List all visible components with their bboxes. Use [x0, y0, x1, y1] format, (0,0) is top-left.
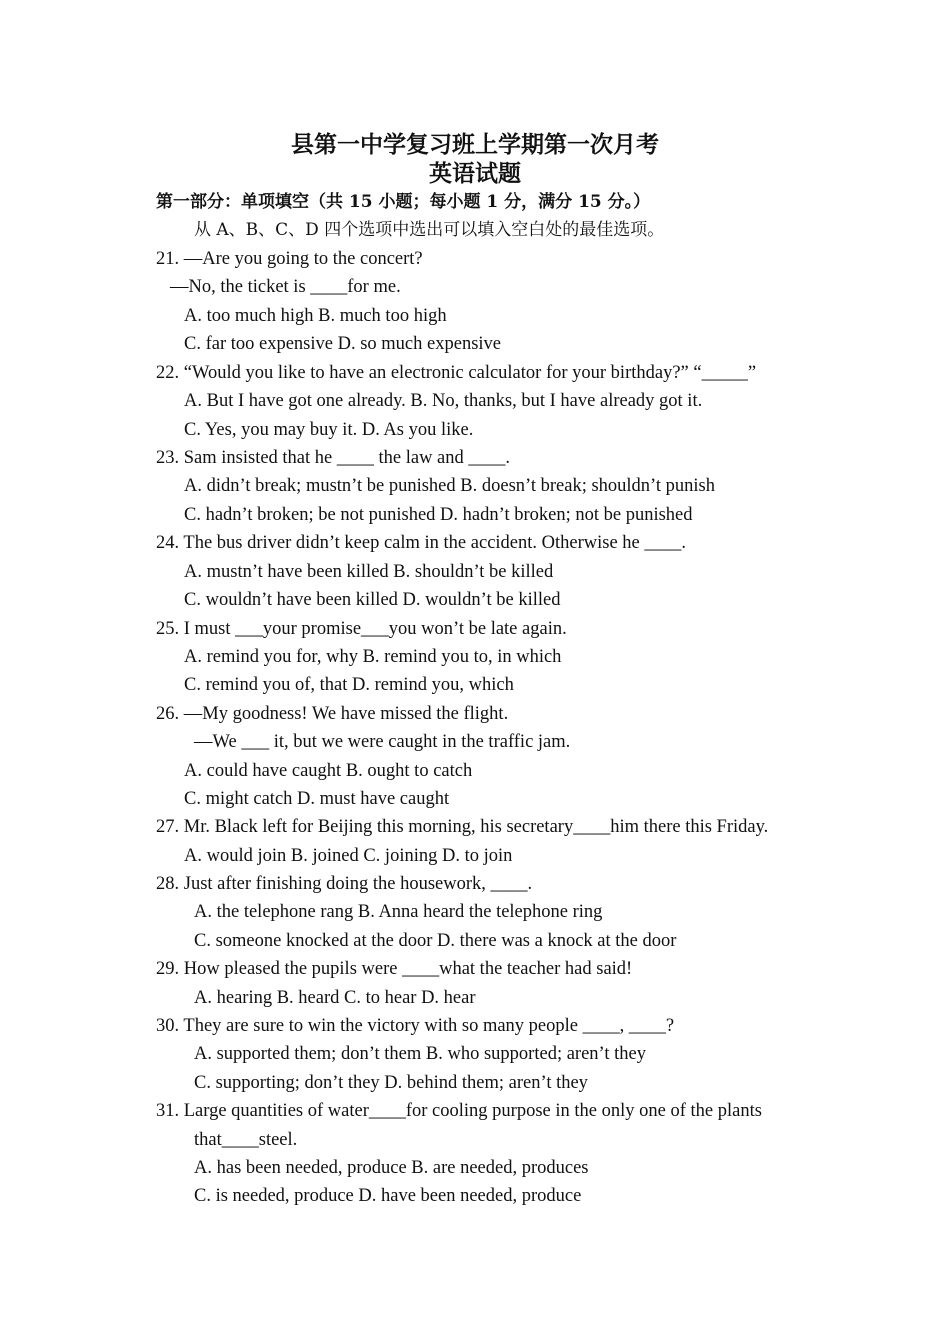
question-27-options: A. would join B. joined C. joining D. to join — [184, 846, 513, 866]
section-instruction: 从 A、B、C、D 四个选项中选出可以填入空白处的最佳选项。 — [194, 220, 665, 240]
question-29: 29. How pleased the pupils were ____what the teacher had said! — [156, 959, 633, 979]
question-21-options-cd: C. far too expensive D. so much expensive — [184, 334, 501, 354]
question-30-options-ab: A. supported them; don’t them B. who supported; aren’t they — [194, 1044, 646, 1064]
section-heading: 第一部分：单项填空（共 15 小题；每小题 1 分，满分 15 分。） — [156, 192, 651, 212]
question-28: 28. Just after finishing doing the housework, ____. — [156, 874, 533, 894]
question-22-options-ab: A. But I have got one already. B. No, thanks, but I have already got it. — [184, 391, 703, 411]
question-31-options-cd: C. is needed, produce D. have been needed, produce — [194, 1186, 582, 1206]
question-26-options-ab: A. could have caught B. ought to catch — [184, 761, 473, 781]
question-25: 25. I must ___your promise___you won’t be late again. — [156, 619, 567, 639]
question-24-options-ab: A. mustn’t have been killed B. shouldn’t be killed — [184, 562, 554, 582]
question-26-response: —We ___ it, but we were caught in the traffic jam. — [194, 732, 571, 752]
question-23: 23. Sam insisted that he ____ the law and ____. — [156, 448, 511, 468]
question-28-options-cd: C. someone knocked at the door D. there was a knock at the door — [194, 931, 677, 951]
question-27: 27. Mr. Black left for Beijing this morning, his secretary____him there this Friday. — [156, 817, 769, 837]
question-31-continuation: that____steel. — [194, 1130, 298, 1150]
exam-title: 县第一中学复习班上学期第一次月考 — [291, 131, 659, 158]
question-29-options: A. hearing B. heard C. to hear D. hear — [194, 988, 476, 1008]
question-25-options-cd: C. remind you of, that D. remind you, which — [184, 675, 514, 695]
question-25-options-ab: A. remind you for, why B. remind you to, in which — [184, 647, 562, 667]
question-21-options-ab: A. too much high B. much too high — [184, 306, 447, 326]
question-23-options-cd: C. hadn’t broken; be not punished D. hadn’t broken; not be punished — [184, 505, 693, 525]
question-24: 24. The bus driver didn’t keep calm in the accident. Otherwise he ____. — [156, 533, 687, 553]
question-26: 26. —My goodness! We have missed the flight. — [156, 704, 509, 724]
question-30: 30. They are sure to win the victory with so many people ____, ____? — [156, 1016, 675, 1036]
exam-subtitle: 英语试题 — [429, 160, 521, 187]
question-31-options-ab: A. has been needed, produce B. are needed, produces — [194, 1158, 589, 1178]
question-24-options-cd: C. wouldn’t have been killed D. wouldn’t be killed — [184, 590, 561, 610]
question-21: 21. —Are you going to the concert? — [156, 249, 423, 269]
question-21-response: —No, the ticket is ____for me. — [170, 277, 401, 297]
question-26-options-cd: C. might catch D. must have caught — [184, 789, 450, 809]
question-30-options-cd: C. supporting; don’t they D. behind them; aren’t they — [194, 1073, 588, 1093]
question-28-options-ab: A. the telephone rang B. Anna heard the telephone ring — [194, 902, 603, 922]
question-22-options-cd: C. Yes, you may buy it. D. As you like. — [184, 420, 474, 440]
question-23-options-ab: A. didn’t break; mustn’t be punished B. doesn’t break; shouldn’t punish — [184, 476, 715, 496]
question-22: 22. “Would you like to have an electronic calculator for your birthday?” “_____” — [156, 363, 757, 383]
question-31: 31. Large quantities of water____for cooling purpose in the only one of the plants — [156, 1101, 762, 1121]
